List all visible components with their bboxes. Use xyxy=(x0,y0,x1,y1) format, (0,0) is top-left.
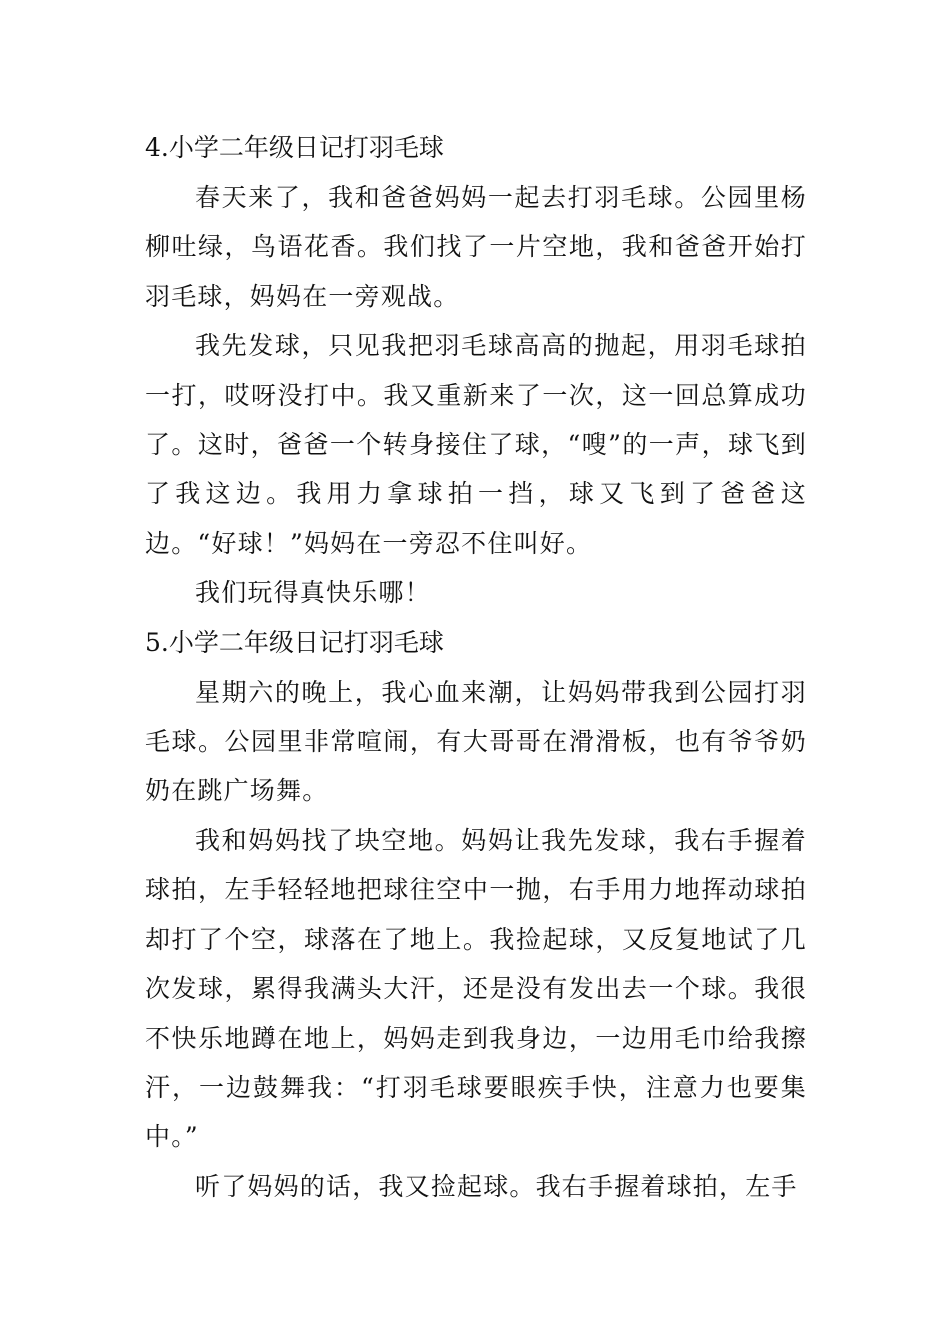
section-5-paragraph-1: 星期六的晚上，我心血来潮，让妈妈带我到公园打羽毛球。公园里非常喧闹，有大哥哥在滑滑板，也有爷爷奶奶在跳广场舞。 xyxy=(145,677,807,806)
section-4-paragraph-1: 春天来了，我和爸爸妈妈一起去打羽毛球。公园里杨柳吐绿，鸟语花香。我们找了一片空地，我和爸爸开始打羽毛球，妈妈在一旁观战。 xyxy=(145,183,807,311)
section-4-paragraph-3: 我们玩得真快乐哪！ xyxy=(195,578,431,608)
section-4-heading: 4.小学二年级日记打羽毛球 xyxy=(145,133,444,162)
section-5-paragraph-3: 听了妈妈的话，我又捡起球。我右手握着球拍，左手 xyxy=(195,1171,798,1201)
section-5-paragraph-2: 我和妈妈找了块空地。妈妈让我先发球，我右手握着球拍，左手轻轻地把球往空中一抛，右手用力地挥动球拍却打了个空，球落在了地上。我捡起球，又反复地试了几次发球，累得我满头大汗，还是没有发出去一个球。我很不快乐地蹲在地上，妈妈走到我身边，一边用毛巾给我擦汗，一边鼓舞我：“打羽毛球要眼疾手快，注意力也要集中。” xyxy=(145,825,807,1152)
section-4-paragraph-2: 我先发球，只见我把羽毛球高高的抛起，用羽毛球拍一打，哎呀没打中。我又重新来了一次，这一回总算成功了。这时，爸爸一个转身接住了球，“嗖”的一声，球飞到了我这边。我用力拿球拍一挡，球又飞到了爸爸这边。“好球！”妈妈在一旁忍不住叫好。 xyxy=(145,331,807,558)
document-body xyxy=(145,123,807,1211)
section-5-heading: 5.小学二年级日记打羽毛球 xyxy=(145,627,444,657)
